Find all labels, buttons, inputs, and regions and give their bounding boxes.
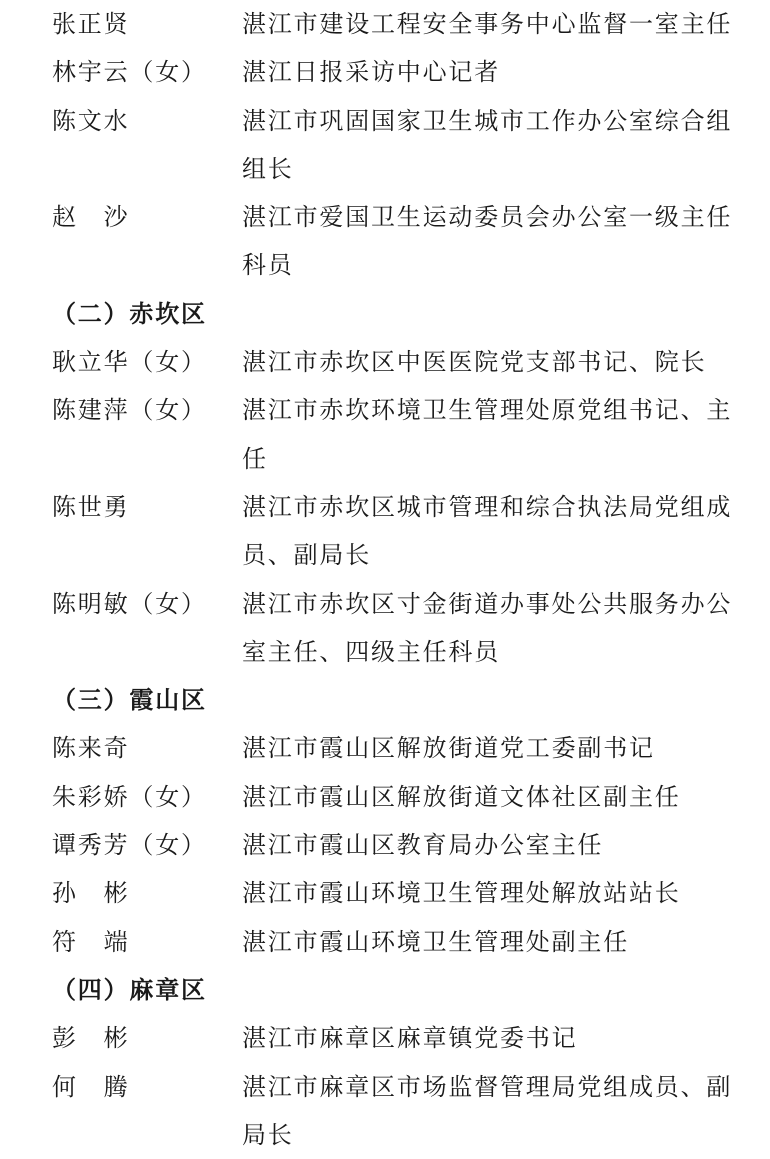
person-title: 湛江市麻章区麻章镇党委书记 — [242, 1024, 578, 1053]
list-item — [0, 773, 770, 821]
list-item — [0, 580, 770, 677]
list-item — [0, 97, 770, 194]
list-item — [0, 724, 770, 772]
section-heading: （四）麻章区 — [52, 974, 207, 1004]
person-name: 孙 彬 — [52, 879, 130, 908]
person-title: 湛江市霞山环境卫生管理处解放站站长 — [242, 879, 681, 908]
person-title: 湛江市霞山区解放街道文体社区副主任 — [242, 782, 681, 811]
person-name: 耿立华（女） — [52, 348, 207, 377]
person-title: 湛江市巩固国家卫生城市工作办公室综合组组长 — [242, 106, 733, 183]
person-name: 符 端 — [52, 927, 130, 956]
person-name: 张正贤 — [52, 10, 130, 38]
person-name: 朱彩娇（女） — [52, 782, 207, 811]
person-name: 何 腾 — [52, 1072, 130, 1101]
list-item — [0, 1014, 770, 1062]
section-3 — [0, 676, 770, 966]
section-heading: （三）霞山区 — [52, 685, 207, 715]
person-name: 赵 沙 — [52, 203, 130, 232]
person-name: 林宇云（女） — [52, 58, 207, 87]
person-title: 湛江市赤坎区中医医院党支部书记、院长 — [242, 348, 707, 377]
list-item — [0, 869, 770, 917]
list-item — [0, 48, 770, 96]
section-4 — [0, 966, 770, 1159]
person-title: 湛江市赤坎环境卫生管理处原党组书记、主任 — [242, 396, 733, 473]
person-name: 陈建萍（女） — [52, 396, 207, 425]
person-name: 陈明敏（女） — [52, 589, 207, 618]
list-item — [0, 821, 770, 869]
list-item — [0, 193, 770, 290]
list-item — [0, 1063, 770, 1159]
person-title: 湛江市霞山区解放街道党工委副书记 — [242, 734, 655, 763]
person-name: 陈来奇 — [52, 734, 130, 763]
section-1 — [0, 0, 770, 290]
person-name: 陈世勇 — [52, 492, 130, 521]
list-item — [0, 338, 770, 386]
person-title: 湛江市赤坎区城市管理和综合执法局党组成员、副局长 — [242, 492, 733, 570]
section-heading: （二）赤坎区 — [52, 298, 207, 328]
list-item — [0, 483, 770, 580]
person-title: 湛江市爱国卫生运动委员会办公室一级主任科员 — [242, 203, 733, 280]
person-title: 湛江市霞山环境卫生管理处副主任 — [242, 927, 629, 956]
person-title: 湛江市建设工程安全事务中心监督一室主任 — [242, 10, 733, 38]
person-title: 湛江市赤坎区寸金街道办事处公共服务办公室主任、四级主任科员 — [242, 589, 733, 666]
person-title: 湛江市霞山区教育局办公室主任 — [242, 831, 604, 860]
person-title: 湛江市麻章区市场监督管理局党组成员、副局长 — [242, 1072, 733, 1149]
list-item — [0, 0, 770, 48]
list-item — [0, 386, 770, 483]
person-title: 湛江日报采访中心记者 — [242, 58, 500, 87]
person-name: 谭秀芳（女） — [52, 831, 207, 860]
person-name: 陈文水 — [52, 106, 130, 135]
person-name: 彭 彬 — [52, 1024, 130, 1053]
list-item — [0, 918, 770, 966]
section-2 — [0, 290, 770, 676]
